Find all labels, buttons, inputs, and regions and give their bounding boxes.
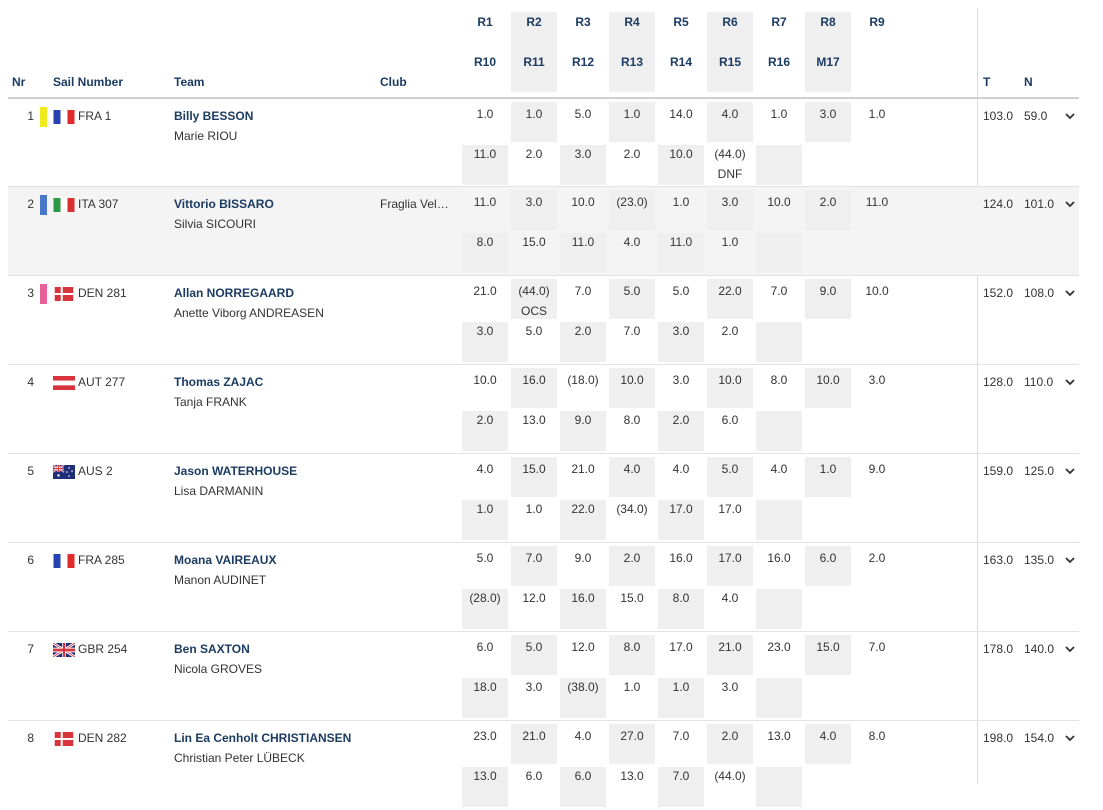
race-header-m17[interactable]: M17 [816,55,840,69]
race-score: 18.0 [473,680,497,694]
race-score: 10.0 [865,284,889,298]
total-score: 103.0 [983,109,1014,123]
race-score: 4.0 [623,235,641,249]
total-score: 124.0 [983,197,1014,211]
net-score: 110.0 [1024,375,1054,389]
race-score: (44.0) [714,147,746,161]
race-score: 4.0 [623,462,641,476]
race-score: 21.0 [571,462,595,476]
race-score: 21.0 [718,640,742,654]
race-score: 4.0 [476,462,494,476]
race-score: 7.0 [672,729,690,743]
race-score: 1.0 [672,680,690,694]
race-score: 1.0 [819,462,837,476]
race-score: 3.0 [525,195,543,209]
race-header-r4[interactable]: R4 [624,15,640,29]
race-score: 3.0 [574,147,592,161]
race-score: 5.0 [525,640,543,654]
rank-number: 4 [27,375,34,389]
crew-name: Manon AUDINET [174,573,267,587]
header-net[interactable]: N [1024,75,1033,89]
race-score: 3.0 [721,195,739,209]
color-marker [40,107,47,127]
race-score: 1.0 [476,107,494,121]
sail-number: ITA 307 [78,197,119,211]
race-score: 4.0 [574,729,592,743]
race-score: 1.0 [672,195,690,209]
race-score: 22.0 [571,502,595,516]
race-score: 9.0 [868,462,886,476]
score-column-shade [756,767,802,807]
sail-number: FRA 285 [78,553,125,567]
race-header-r3[interactable]: R3 [575,15,591,29]
helm-name[interactable]: Moana VAIREAUX [174,553,277,567]
race-score: 11.0 [669,235,693,249]
net-score: 125.0 [1024,464,1055,478]
race-score: 10.0 [767,195,791,209]
total-score: 159.0 [983,464,1014,478]
race-score: 13.0 [620,769,644,783]
rank-number: 7 [27,642,34,656]
race-score: 3.0 [476,324,494,338]
table-row[interactable] [8,631,1079,721]
race-score: 11.0 [473,195,497,209]
helm-name[interactable]: Allan NORREGAARD [174,286,295,300]
race-score: 23.0 [767,640,791,654]
race-score: (18.0) [567,373,599,387]
flag-au-icon [53,465,75,479]
crew-name: Nicola GROVES [174,662,263,676]
race-score: 7.0 [672,769,690,783]
race-header-r6[interactable]: R6 [722,15,738,29]
rank-number: 3 [27,286,34,300]
race-header-r13[interactable]: R13 [620,55,643,69]
race-score: 21.0 [473,284,497,298]
race-header-r14[interactable]: R14 [669,55,692,69]
race-score: 3.0 [672,324,690,338]
chevron-down-icon[interactable] [1063,197,1077,211]
race-score: 6.0 [819,551,837,565]
race-score: 11.0 [571,235,595,249]
table-row[interactable] [8,453,1079,543]
race-score: 8.0 [623,640,641,654]
race-score: 15.0 [816,640,840,654]
race-score: 5.0 [525,324,543,338]
race-score: 1.0 [476,502,494,516]
header-club[interactable]: Club [380,75,407,89]
net-score: 135.0 [1024,553,1055,567]
header-nr[interactable]: Nr [12,75,26,89]
race-score: 7.0 [574,284,592,298]
sail-number: AUT 277 [78,375,126,389]
flag-it-icon [53,198,75,212]
race-score: 8.0 [623,413,641,427]
race-score: 17.0 [718,502,742,516]
race-score: (44.0) [518,284,550,298]
race-score: 2.0 [623,147,641,161]
race-score: 7.0 [525,551,543,565]
race-score: 12.0 [571,640,595,654]
race-score: 21.0 [522,729,546,743]
sail-number: DEN 282 [78,731,127,745]
flag-dk-icon [53,732,75,746]
race-score: 5.0 [574,107,592,121]
sail-number: AUS 2 [78,464,113,478]
rank-number: 2 [27,197,34,211]
race-code: DNF [717,167,743,181]
chevron-down-icon[interactable] [1063,642,1077,656]
race-score: 3.0 [819,107,837,121]
crew-name: Marie RIOU [174,129,238,143]
race-score: 12.0 [522,591,546,605]
race-header-r16[interactable]: R16 [767,55,790,69]
race-score: 4.0 [819,729,837,743]
race-score: 4.0 [721,591,739,605]
helm-name[interactable]: Jason WATERHOUSE [174,464,298,478]
race-score: 2.0 [721,324,739,338]
race-score: 1.0 [623,107,641,121]
race-score: 1.0 [623,680,641,694]
race-score: 4.0 [770,462,788,476]
race-score: 6.0 [525,769,543,783]
net-score: 101.0 [1024,197,1055,211]
race-score: 16.0 [571,591,595,605]
crew-name: Tanja FRANK [174,395,247,409]
race-score: 7.0 [623,324,641,338]
race-score: 5.0 [623,284,641,298]
race-score: 2.0 [868,551,886,565]
race-score: 1.0 [525,502,543,516]
race-score: 2.0 [672,413,690,427]
race-score: 16.0 [767,551,791,565]
flag-dk-icon [53,287,75,301]
table-row[interactable] [8,542,1079,632]
score-column-shade [756,322,802,362]
race-score: 7.0 [770,284,788,298]
helm-name[interactable]: Thomas ZAJAC [174,375,264,389]
race-score: 8.0 [770,373,788,387]
table-row[interactable] [8,275,1079,365]
sail-number: FRA 1 [78,109,112,123]
chevron-down-icon[interactable] [1063,375,1077,389]
table-row[interactable] [8,364,1079,454]
race-score: 5.0 [721,462,739,476]
race-header-r11[interactable]: R11 [523,55,545,69]
race-score: 8.0 [672,591,690,605]
race-score: (23.0) [616,195,648,209]
race-score: 2.0 [574,324,592,338]
race-score: 5.0 [476,551,494,565]
table-row[interactable] [8,720,1079,810]
race-score: 13.0 [473,769,497,783]
race-score: 2.0 [525,147,543,161]
crew-name: Silvia SICOURI [174,217,257,231]
sail-number: GBR 254 [78,642,128,656]
color-marker [40,284,47,304]
race-score: 16.0 [522,373,546,387]
race-score: 13.0 [522,413,546,427]
race-score: 2.0 [476,413,494,427]
rank-number: 5 [27,464,34,478]
chevron-down-icon[interactable] [1063,286,1077,300]
header-sail-number[interactable]: Sail Number [53,75,124,89]
helm-name[interactable]: Ben SAXTON [174,642,250,656]
crew-name: Anette Viborg ANDREASEN [174,306,324,320]
race-score: 16.0 [669,551,693,565]
race-score: 2.0 [819,195,837,209]
crew-name: Lisa DARMANIN [174,484,264,498]
table-row[interactable] [8,97,1079,188]
total-score: 152.0 [983,286,1014,300]
chevron-down-icon[interactable] [1063,464,1077,478]
race-header-r9[interactable]: R9 [869,15,885,29]
total-score: 198.0 [983,731,1014,745]
race-score: 3.0 [525,680,543,694]
race-score: 1.0 [721,235,739,249]
race-score: 15.0 [522,462,546,476]
race-score: 10.0 [669,147,693,161]
race-score: (38.0) [567,680,599,694]
race-score: 8.0 [476,235,494,249]
score-column-shade [756,678,802,718]
race-header-r10[interactable]: R10 [473,55,496,69]
race-header-r5[interactable]: R5 [673,15,689,29]
race-score: 8.0 [868,729,886,743]
crew-name: Christian Peter LÜBECK [174,751,305,765]
race-score: 2.0 [721,729,739,743]
net-score: 108.0 [1024,286,1055,300]
color-marker [40,195,47,215]
race-score: 1.0 [525,107,543,121]
race-header-r12[interactable]: R12 [571,55,594,69]
flag-at-icon [53,376,75,390]
race-header-r7[interactable]: R7 [771,15,787,29]
race-score: 1.0 [868,107,886,121]
race-score: 11.0 [865,195,889,209]
race-score: 10.0 [571,195,595,209]
race-score: 4.0 [721,107,739,121]
race-score: 6.0 [476,640,494,654]
race-score: 3.0 [721,680,739,694]
race-score: 22.0 [718,284,742,298]
flag-fr-icon [53,554,75,568]
race-score: 7.0 [868,640,886,654]
net-score: 59.0 [1024,109,1048,123]
race-score: 9.0 [574,551,592,565]
race-score: 5.0 [672,284,690,298]
table-row[interactable] [8,186,1079,276]
race-score: 9.0 [819,284,837,298]
header-total[interactable]: T [983,75,991,89]
chevron-down-icon[interactable] [1063,553,1077,567]
score-column-shade [756,589,802,629]
race-score: 15.0 [620,591,644,605]
club-name: Fraglia Vel… [380,197,449,211]
race-header-r1[interactable]: R1 [477,15,493,29]
sail-number: DEN 281 [78,286,127,300]
score-column-shade [756,233,802,273]
total-score: 128.0 [983,375,1014,389]
total-score: 178.0 [983,642,1014,656]
race-header-r15[interactable]: R15 [718,55,741,69]
net-score: 154.0 [1024,731,1055,745]
race-score: 17.0 [669,640,693,654]
helm-name[interactable]: Billy BESSON [174,109,254,123]
race-score: 13.0 [767,729,791,743]
race-score: 3.0 [672,373,690,387]
header-team[interactable]: Team [174,75,205,89]
race-score: 10.0 [718,373,742,387]
race-score: 17.0 [718,551,742,565]
race-score: 6.0 [574,769,592,783]
net-score: 140.0 [1024,642,1055,656]
flag-gb-icon [53,643,75,657]
race-score: 10.0 [473,373,497,387]
race-score: 4.0 [672,462,690,476]
race-score: 3.0 [868,373,886,387]
flag-fr-icon [53,110,75,124]
race-header-r8[interactable]: R8 [820,15,836,29]
rank-number: 1 [27,109,34,123]
score-column-shade [756,145,802,185]
race-score: 17.0 [669,502,693,516]
race-score: 11.0 [473,147,497,161]
race-score: 6.0 [721,413,739,427]
race-score: 10.0 [816,373,840,387]
race-score: (44.0) [714,769,746,783]
race-score: (34.0) [616,502,648,516]
race-score: 27.0 [620,729,644,743]
race-header-r2[interactable]: R2 [526,15,542,29]
chevron-down-icon[interactable] [1063,109,1077,123]
chevron-down-icon[interactable] [1063,731,1077,745]
race-score: 9.0 [574,413,592,427]
rank-number: 8 [27,731,34,745]
race-score: 14.0 [669,107,693,121]
race-score: 10.0 [620,373,644,387]
race-score: 15.0 [522,235,546,249]
score-column-shade [756,411,802,451]
total-score: 163.0 [983,553,1014,567]
score-column-shade [756,500,802,540]
race-score: (28.0) [469,591,501,605]
race-score: 1.0 [770,107,788,121]
helm-name[interactable]: Lin Ea Cenholt CHRISTIANSEN [174,731,352,745]
helm-name[interactable]: Vittorio BISSARO [174,197,274,211]
race-score: 23.0 [473,729,497,743]
rank-number: 6 [27,553,34,567]
race-score: 2.0 [623,551,641,565]
race-code: OCS [520,304,547,318]
